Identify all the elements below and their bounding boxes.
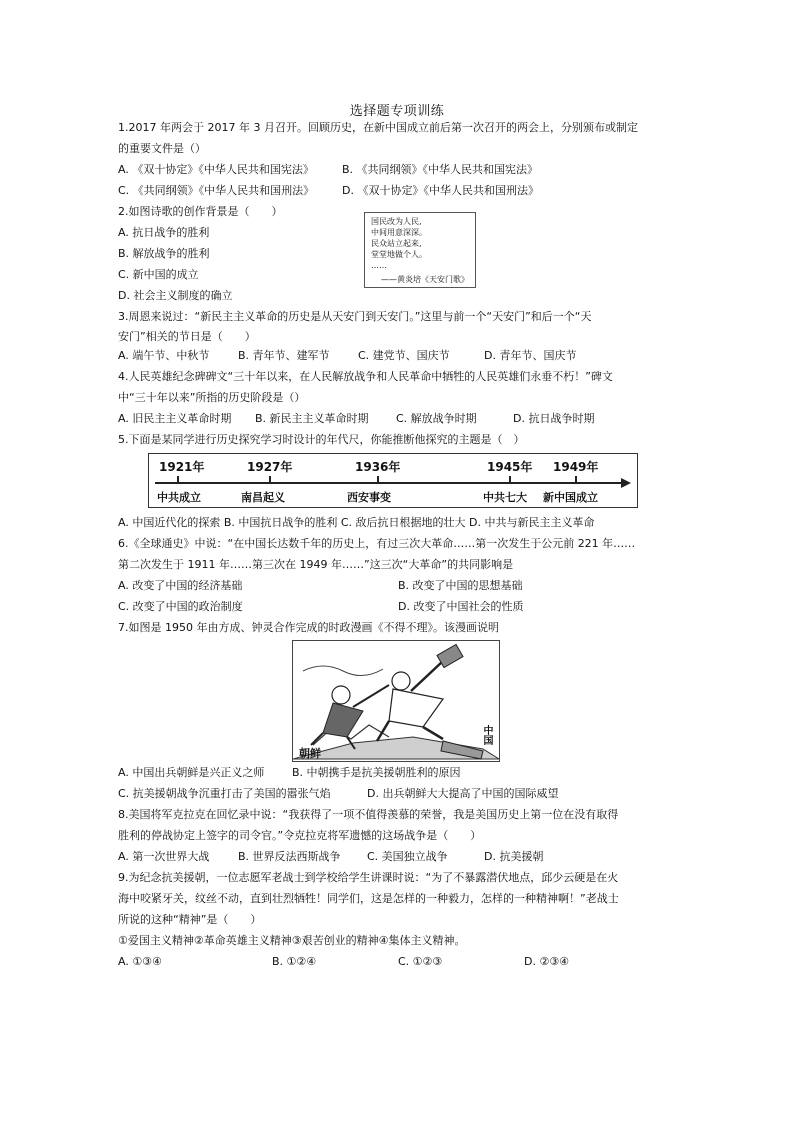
q1-option-c[interactable]: C. 《共同纲领》《中华人民共和国刑法》 xyxy=(118,184,315,197)
poem-figure xyxy=(364,212,476,288)
q1-option-a[interactable]: A. 《双十协定》《中华人民共和国宪法》 xyxy=(118,163,314,176)
q2-option-b[interactable]: B. 解放战争的胜利 xyxy=(118,247,210,260)
timeline-event: 西安事变 xyxy=(347,491,391,504)
timeline-tick xyxy=(269,476,271,483)
q6-option-d[interactable]: D. 改变了中国社会的性质 xyxy=(398,600,524,613)
q8-option-c[interactable]: C. 美国独立战争 xyxy=(367,850,448,863)
q7-option-c[interactable]: C. 抗美援朝战争沉重打击了美国的嚣张气焰 xyxy=(118,787,331,800)
cartoon-figure xyxy=(292,640,500,762)
timeline-event: 新中国成立 xyxy=(543,491,598,504)
timeline-event: 南昌起义 xyxy=(241,491,285,504)
timeline-tick xyxy=(377,476,379,483)
q8-stem: 8.美国将军克拉克在回忆录中说：“我获得了一项不值得羡慕的荣誉，我是美国历史上第一位在没有取得 xyxy=(118,808,619,821)
timeline-year: 1927年 xyxy=(247,460,293,474)
q8-option-d[interactable]: D. 抗美援朝 xyxy=(484,850,544,863)
q3-stem: 3.周恩来说过：“新民主主义革命的历史是从天安门到天安门。”这里与前一个“天安门”和后一个“天 xyxy=(118,310,592,323)
q4-option-c[interactable]: C. 解放战争时期 xyxy=(396,412,477,425)
q6-option-b[interactable]: B. 改变了中国的思想基础 xyxy=(398,579,523,592)
q2-stem: 2.如图诗歌的创作背景是（ ） xyxy=(118,205,283,218)
q8-option-b[interactable]: B. 世界反法西斯战争 xyxy=(238,850,341,863)
q8-stem-cont: 胜利的停战协定上签字的司令官。”令克拉克将军遗憾的这场战争是（ ） xyxy=(118,829,482,842)
q7-option-b[interactable]: B. 中朝携手是抗美援朝胜利的原因 xyxy=(292,766,461,779)
q9-option-c[interactable]: C. ①②③ xyxy=(398,955,443,968)
q6-option-c[interactable]: C. 改变了中国的政治制度 xyxy=(118,600,243,613)
timeline-year: 1949年 xyxy=(553,460,599,474)
q6-option-a[interactable]: A. 改变了中国的经济基础 xyxy=(118,579,243,592)
poem-line: 堂堂地做个人。 xyxy=(371,250,427,259)
cartoon-label-korea: 朝鲜 xyxy=(299,747,321,760)
q2-option-a[interactable]: A. 抗日战争的胜利 xyxy=(118,226,210,239)
timeline-year: 1936年 xyxy=(355,460,401,474)
q8-option-a[interactable]: A. 第一次世界大战 xyxy=(118,850,210,863)
q2-option-d[interactable]: D. 社会主义制度的确立 xyxy=(118,289,233,302)
timeline-year: 1945年 xyxy=(487,460,533,474)
q4-option-d[interactable]: D. 抗日战争时期 xyxy=(513,412,595,425)
q3-stem-cont: 安门”相关的节日是（ ） xyxy=(118,330,256,343)
q9-stem-cont2: 所说的这种“精神”是（ ） xyxy=(118,913,262,926)
q9-stem: 9.为纪念抗美援朝，一位志愿军老战士到学校给学生讲课时说：“为了不暴露潜伏地点，邱少云硬是在火 xyxy=(118,871,619,884)
q1-option-d[interactable]: D. 《双十协定》《中华人民共和国刑法》 xyxy=(342,184,539,197)
timeline-event: 中共成立 xyxy=(157,491,201,504)
timeline-tick xyxy=(177,476,179,483)
q6-stem: 6.《全球通史》中说：“在中国长达数千年的历史上，有过三次大革命……第一次发生于公元前 221 年…… xyxy=(118,537,636,550)
q4-stem-cont: 中“三十年以来”所指的历史阶段是（） xyxy=(118,391,306,404)
q9-option-b[interactable]: B. ①②④ xyxy=(272,955,317,968)
timeline-figure xyxy=(148,453,638,508)
q5-stem: 5.下面是某同学进行历史探究学习时设计的年代尺，你能推断他探究的主题是（ ） xyxy=(118,433,525,446)
timeline-year: 1921年 xyxy=(159,460,205,474)
poem-source: ——黄炎培《天安门歌》 xyxy=(381,275,469,284)
q9-stem-cont: 海中咬紧牙关，纹丝不动，直到壮烈牺牲！同学们，这是怎样的一种毅力，怎样的一种精神啊！”老战士 xyxy=(118,892,619,905)
q1-option-b[interactable]: B. 《共同纲领》《中华人民共和国宪法》 xyxy=(342,163,539,176)
q3-option-d[interactable]: D. 青年节、国庆节 xyxy=(484,349,577,362)
q9-option-d[interactable]: D. ②③④ xyxy=(524,955,570,968)
q3-option-a[interactable]: A. 端午节、中秋节 xyxy=(118,349,210,362)
q3-option-b[interactable]: B. 青年节、建军节 xyxy=(238,349,330,362)
timeline-arrow xyxy=(621,478,631,488)
q9-option-a[interactable]: A. ①③④ xyxy=(118,955,162,968)
timeline-axis xyxy=(155,482,623,484)
q9-items: ①爱国主义精神②革命英雄主义精神③艰苦创业的精神④集体主义精神。 xyxy=(118,934,466,947)
q4-option-b[interactable]: B. 新民主主义革命时期 xyxy=(255,412,369,425)
q4-stem: 4.人民英雄纪念碑碑文“三十年以来，在人民解放战争和人民革命中牺牲的人民英雄们永垂不朽！”碑文 xyxy=(118,370,613,383)
q7-option-a[interactable]: A. 中国出兵朝鲜是兴正义之师 xyxy=(118,766,265,779)
q6-stem-cont: 第二次发生于 1911 年……第三次在 1949 年……”这三次“大革命”的共同影响是 xyxy=(118,558,514,571)
timeline-tick xyxy=(509,476,511,483)
poem-line: 国民改为人民, xyxy=(371,217,422,226)
q2-option-c[interactable]: C. 新中国的成立 xyxy=(118,268,199,281)
cartoon-drawing xyxy=(293,641,499,761)
poem-line: 民众站立起来, xyxy=(371,239,422,248)
q3-option-c[interactable]: C. 建党节、国庆节 xyxy=(358,349,450,362)
cartoon-label-china: 中国 xyxy=(481,725,492,745)
q7-option-d[interactable]: D. 出兵朝鲜大大提高了中国的国际威望 xyxy=(367,787,559,800)
timeline-event: 中共七大 xyxy=(483,491,527,504)
q7-stem: 7.如图是 1950 年由方成、钟灵合作完成的时政漫画《不得不理》。该漫画说明 xyxy=(118,621,499,634)
q4-option-a[interactable]: A. 旧民主主义革命时期 xyxy=(118,412,232,425)
poem-line: …… xyxy=(371,261,387,270)
q1-stem-cont: 的重要文件是（） xyxy=(118,142,206,155)
q1-stem: 1.2017 年两会于 2017 年 3 月召开。回顾历史，在新中国成立前后第一次召开的两会上，分别颁布或制定 xyxy=(118,121,638,134)
q5-options[interactable]: A. 中国近代化的探索 B. 中国抗日战争的胜利 C. 敌后抗日根据地的壮大 D. 中共与新民主主义革命 xyxy=(118,516,595,529)
page-title: 选择题专项训练 xyxy=(349,104,445,119)
timeline-tick xyxy=(575,476,577,483)
poem-line: 中间用意深深。 xyxy=(371,228,427,237)
